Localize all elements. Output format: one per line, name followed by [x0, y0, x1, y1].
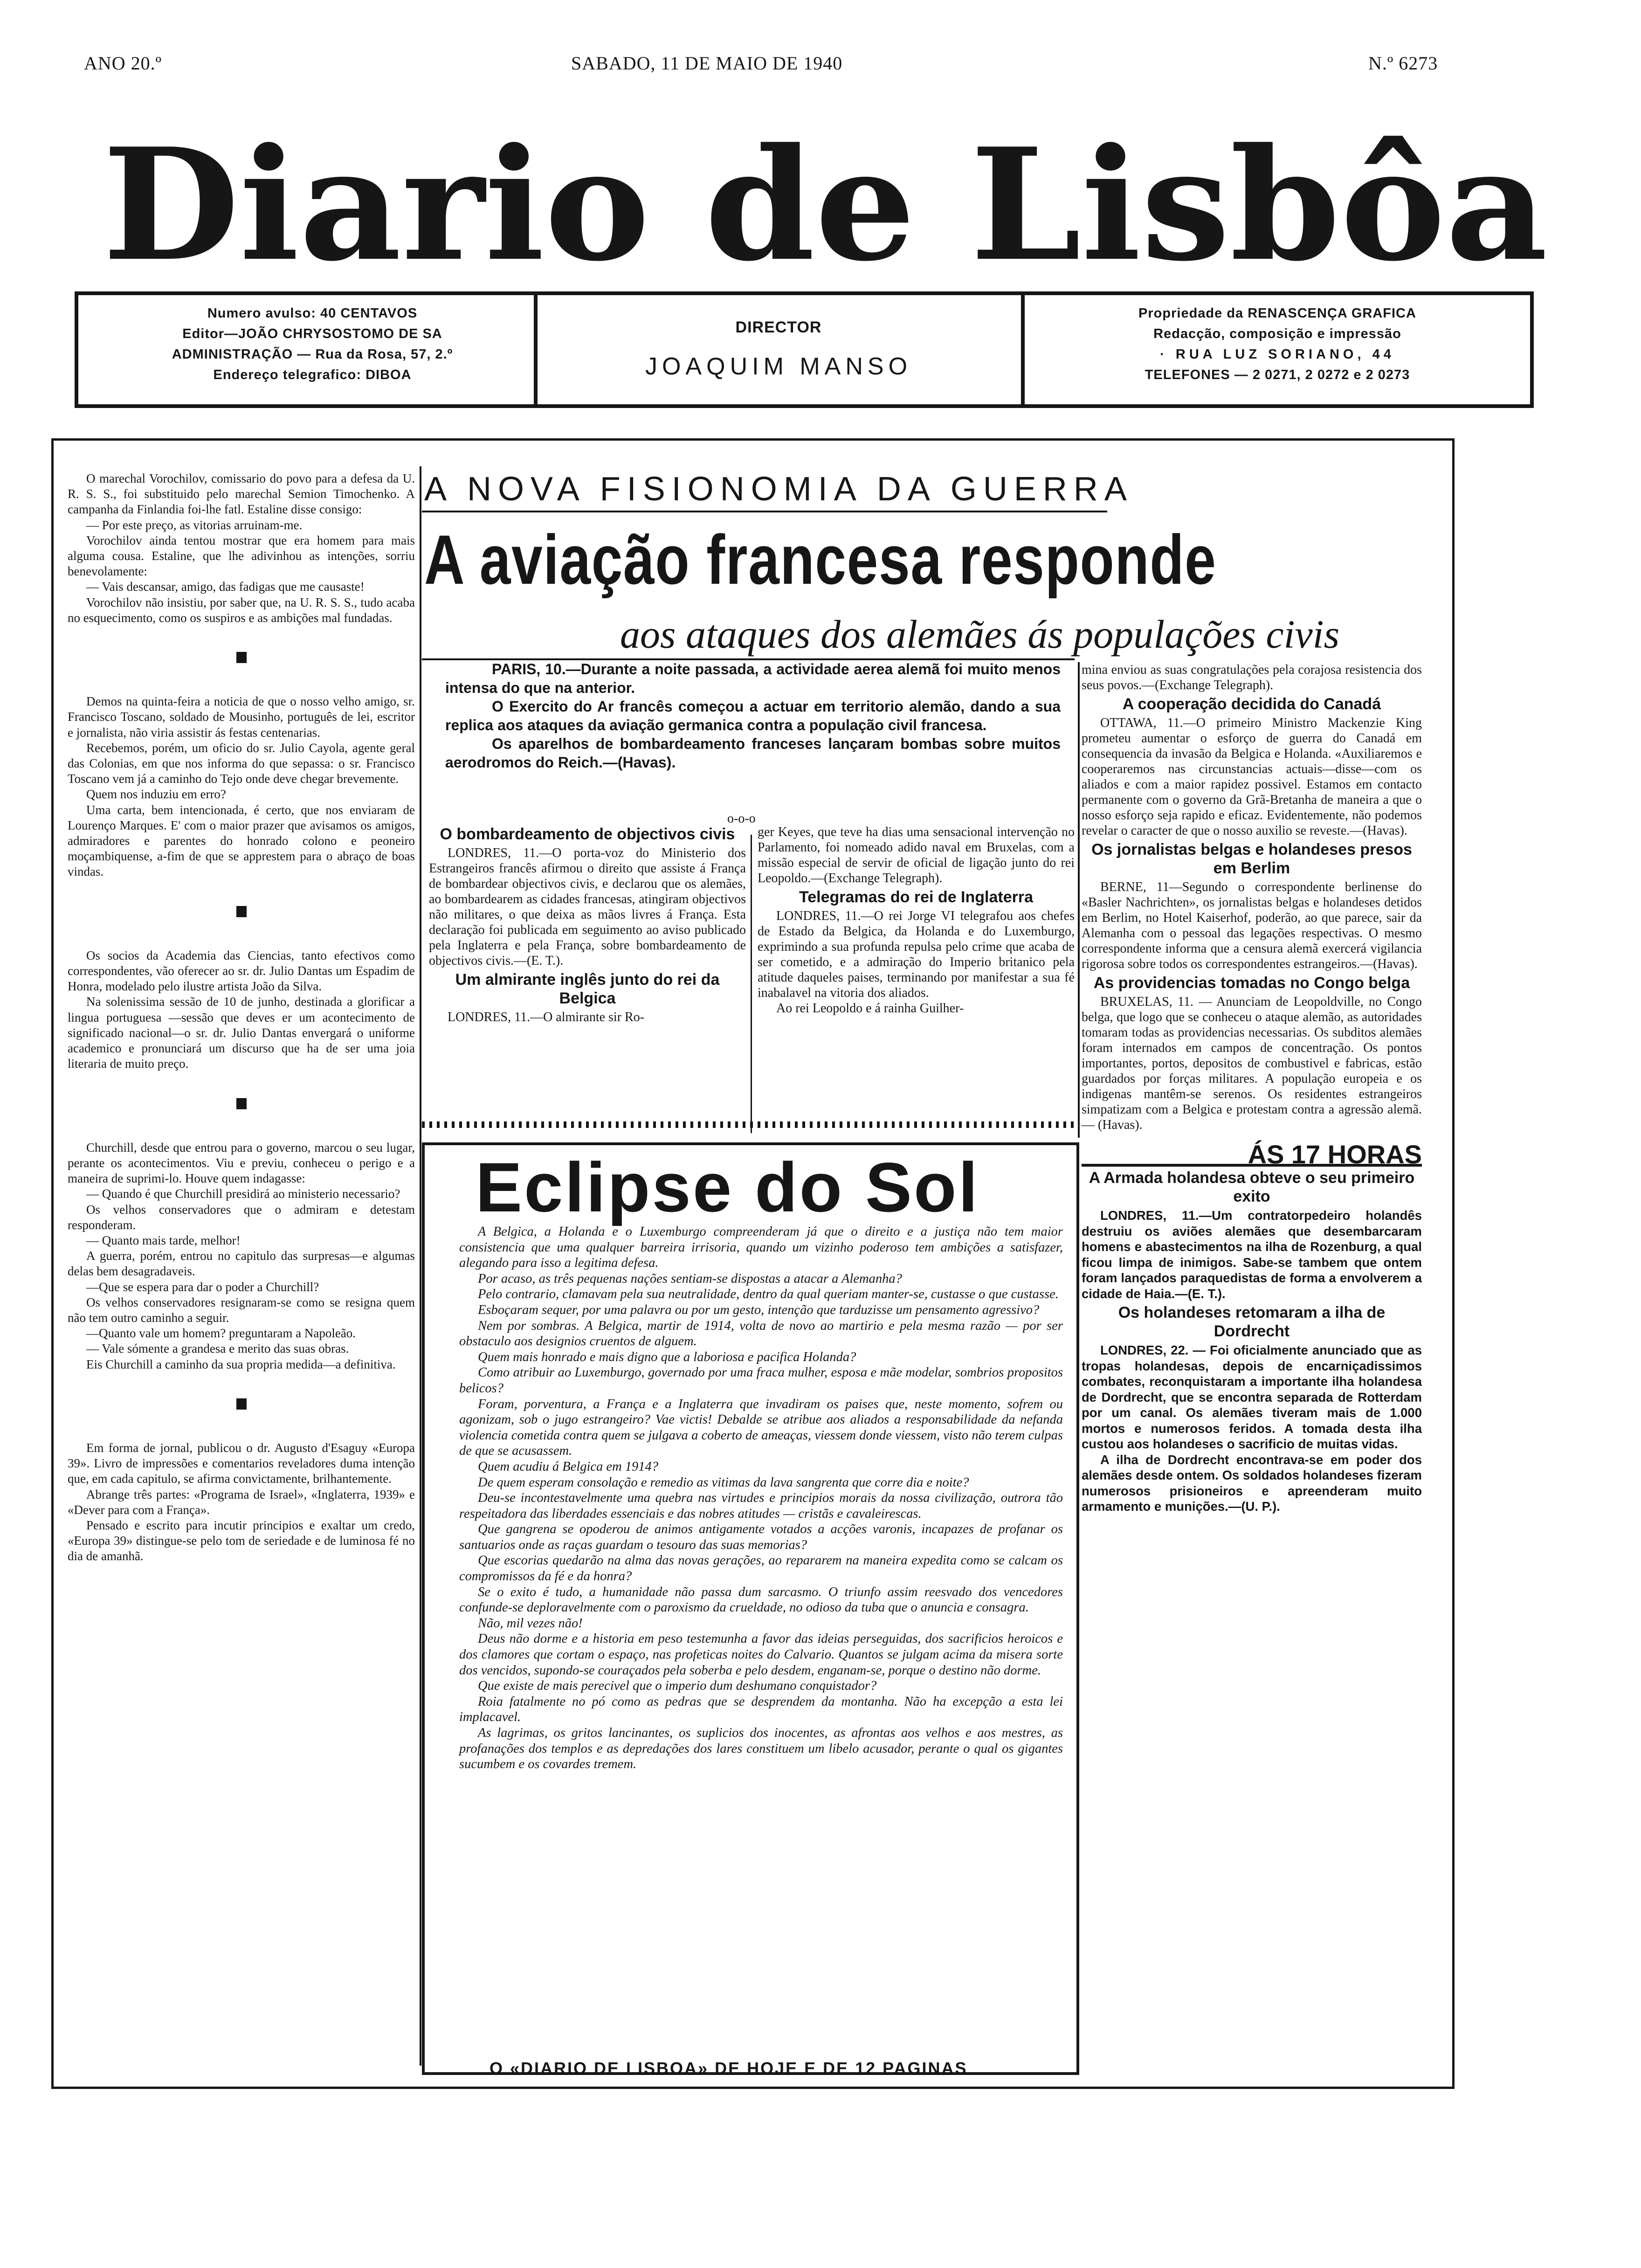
paragraph: Deu-se incontestavelmente uma quebra nas virtudes e principios morais da nossa civilização, outrora tão respeitadora das liberdades essenciais e das nobres atitudes — cristãs e cavaleirescas. — [459, 1491, 1063, 1521]
paragraph: Em forma de jornal, publicou o dr. Augusto d'Esaguy «Europa 39». Livro de impressões e comentarios reveladores duma intenção que, em cada capitulo, se afirma convictamente, brilhantemente. — [68, 1440, 415, 1486]
info-editor: Editor—JOÃO CHRYSOSTOMO DE SA — [182, 326, 442, 341]
right-column-rule — [1078, 662, 1080, 1138]
paragraph: O marechal Vorochilov, comissario do povo para a defesa da U. R. S. S., foi substituido pelo marechal Semion Timochenko. A campanha da Finlandia foi-lhe fatl. Estaline disse consigo: — [68, 471, 415, 517]
issue-number: N.º 6273 — [1368, 53, 1438, 74]
section-separator — [68, 651, 415, 667]
paragraph: Se o exito é tudo, a humanidade não passa dum sarcasmo. O triunfo assim reesvado dos vencedores confunde-se deploravelmente com o paroxismo da crueldade, no odioso da tuba que o anuncia e consagra. — [459, 1584, 1063, 1615]
lead-paragraph: Os aparelhos de bombardeamento franceses lançaram bombas sobre muitos aerodromos do Reich.—(Havas). — [445, 735, 1061, 771]
info-printing: Redacção, composição e impressão — [1153, 326, 1401, 341]
masthead-logo — [93, 119, 1557, 287]
paragraph: Pelo contrario, clamavam pela sua neutralidade, dentro da qual queriam manter-se, custasse o que custasse. — [478, 1287, 1059, 1302]
footer-note: O «DIARIO DE LISBOA» DE HOJE E DE 12 PAGINAS — [490, 2059, 968, 2078]
paragraph: Como atribuir ao Luxemburgo, governado por uma fraca mulher, esposa e mãe modelar, sombrios propositos belicos? — [459, 1365, 1063, 1396]
paragraph: mina enviou as suas congratulações pela corajosa resistencia dos seus povos.—(Exchange Telegraph). — [1082, 663, 1422, 692]
director-name: JOAQUIM MANSO — [645, 353, 912, 380]
paragraph: Na solenissima sessão de 10 de junho, destinada a glorificar a lingua portuguesa —sessão que deves er um acontecimento de significado nacional—o sr. dr. Julio Dantas envergará o uniforme academico e pronunciará um discurso que ha de ser uma joia literaria de muito preço. — [68, 995, 415, 1071]
paragraph: Vorochilov ainda tentou mostrar que era homem para mais alguma cousa. Estaline, que lhe adivinhou as intenções, sorriu benevolamente: — [68, 533, 415, 579]
kicker-rule — [422, 511, 1107, 512]
paragraph: — Quando é que Churchill presidirá ao ministerio necessario? — [86, 1187, 400, 1201]
paragraph: Esboçaram sequer, por uma palavra ou por um gesto, intenção que tarduzisse um pensamento agressivo? — [478, 1302, 1040, 1317]
info-street: · RUA LUZ SORIANO, 44 — [1160, 347, 1395, 362]
paragraph: Foram, porventura, a França e a Inglaterra que invadiram os paises que, neste momento, sofrem ou agonizam, sob o jugo estrangeiro? Vae victis! Debalde se atribue aos aliados a responsabilidade da nefanda violencia cometida contra quem se julgava a coberto de ameaças, viessem donde viessem, visto não terem culpas de que se acusassem. — [459, 1397, 1063, 1459]
headline-kicker: A NOVA FISIONOMIA DA GUERRA — [424, 470, 1133, 508]
article-heading: Um almirante inglês junto do rei da Belgica — [455, 971, 720, 1007]
info-address: ADMINISTRAÇÃO — Rua da Rosa, 57, 2.º — [172, 347, 453, 362]
paragraph: Roia fatalmente no pó como as pedras que se desprendem da montanha. Não ha excepção a esta lei implacavel. — [459, 1694, 1063, 1725]
paragraph: Uma carta, bem intencionada, é certo, que nos enviaram de Lourenço Marques. E' com o maior prazer que avisamos os amigos, admiradores e parentes do honrado colono e peoneiro moçambiquense, a-fim de que se apprestem para o abraço de boas vindas. — [68, 802, 415, 879]
paragraph: — Vale sómente a grandesa e merito das suas obras. — [86, 1341, 349, 1356]
article-heading: O bombardeamento de objectivos civis — [440, 825, 735, 843]
info-admin — [103, 303, 522, 385]
paragraph: Ao rei Leopoldo e á rainha Guilher- — [776, 1001, 964, 1016]
paragraph: Que gangrena se opoderou de animos antigamente votados a acções varonis, incapazes de profanar os santuarios onde as raças guardam o tesouro das suas memorias? — [459, 1522, 1063, 1552]
paragraph: —Quanto vale um homem? preguntaram a Napoleão. — [86, 1326, 356, 1341]
paragraph: — Por este preço, as vitorias arruinam-me. — [86, 518, 303, 532]
left-section-vorochilov — [68, 471, 415, 626]
paragraph: Quem acudiu á Belgica em 1914? — [478, 1459, 659, 1474]
left-section-academia — [68, 948, 415, 1072]
info-director — [541, 317, 1016, 380]
paragraph: Os velhos conservadores que o admiram e detestam responderam. — [68, 1202, 415, 1232]
center-column-rule — [751, 835, 752, 1133]
dotted-rule — [422, 1121, 1077, 1128]
paragraph: LONDRES, 11.—O almirante sir Ro- — [448, 1010, 645, 1024]
left-section-churchill — [68, 1140, 415, 1372]
article-heading: As providencias tomadas no Congo belga — [1093, 974, 1410, 992]
paragraph: A ilha de Dordrecht encontrava-se em poder dos alemães desde ontem. Os soldados holandeses fizeram numerosos prisioneiros e apreenderam muito armamento e munições.—(U. P.). — [1082, 1452, 1422, 1514]
left-section-toscano — [68, 694, 415, 879]
paragraph: Não, mil vezes não! — [478, 1616, 583, 1631]
section-separator — [68, 1098, 415, 1113]
paragraph: LONDRES, 22. — Foi oficialmente anunciado que as tropas holandesas, depois de encarniçadissimos combates, reconquistaram a importante ilha holandesa de Dordrecht, que se encontra separada de Rotterdam por um canal. Os alemães tiveram mais de 1.000 mortos e numerosos feridos. A tomada desta ilha custou aos holandeses o sacrificio de muitas vidas. — [1082, 1343, 1422, 1451]
paragraph: Quem nos induziu em erro? — [86, 787, 226, 802]
article-heading: Telegramas do rei de Inglaterra — [799, 888, 1033, 906]
lead-paragraph: PARIS, 10.—Durante a noite passada, a actividade aerea alemã foi muito menos intensa do que na anterior. — [445, 661, 1061, 696]
paragraph: Nem por sombras. A Belgica, martir de 1914, volta de novo ao martirio e pela mesma razão — por ser obstaculo aos designios cruentos de alguem. — [459, 1318, 1063, 1349]
info-property — [1030, 303, 1524, 385]
issue-date: SABADO, 11 DE MAIO DE 1940 — [571, 53, 843, 74]
paragraph: Os velhos conservadores resignaram-se como se resigna quem não tem outro caminho a seguir. — [68, 1295, 415, 1325]
info-owner: Propriedade da RENASCENÇA GRAFICA — [1138, 306, 1416, 321]
left-column-rule — [420, 466, 421, 2066]
edition-year: ANO 20.º — [84, 53, 162, 74]
section-separator — [68, 1398, 415, 1413]
late-news-dordrecht — [1082, 1342, 1422, 1514]
paragraph: Abrange três partes: «Programa de Israel», «Inglaterra, 1939» e «Dever para com a França». — [68, 1487, 415, 1517]
article-heading: A Armada holandesa obteve o seu primeiro exito — [1089, 1169, 1415, 1205]
right-column — [1082, 662, 1422, 1514]
lead-paragraph: O Exercito do Ar francês começou a actuar em territorio alemão, dando a sua replica aos ataques da aviação germanica contra a população civil francesa. — [445, 698, 1061, 733]
paragraph: Deus não dorme e a historia em peso testemunha a favor das ideias perseguidas, dos sacrificios heroicos e dos clamores que cortam o espaço, nas profeticas noites do Calvario. Quantos se julgam acima da misera sorte dos vencidos, supondo-se couraçados pela soberba e pelo desdem, enganam-se, porque o destino não dorme. — [459, 1632, 1063, 1678]
editorial-text — [459, 1224, 1063, 1772]
paragraph: Churchill, desde que entrou para o governo, marcou o seu lugar, perante os acontecimentos. Viu e previu, conheceu o perigo e a maneira de suprimi-lo. Houve quem indagasse: — [68, 1140, 415, 1186]
director-label: DIRECTOR — [735, 318, 822, 336]
paragraph: A Belgica, a Holanda e o Luxemburgo compreenderam já que o direito e a justiça não tem maior consistencia que uma qualquer barreira irrisoria, quando um vizinho poderoso tem ambições a satisfazer, alegando para isso a legitima defesa. — [459, 1224, 1063, 1271]
paragraph: BERNE, 11—Segundo o correspondente berlinense do «Basler Nachrichten», os jornalistas belgas e holandeses detidos em Berlim, no Hotel Kaiserhof, poderão, ao que parece, sair da Alemanha com o pessoal das legações respectivas. O mesmo correspondente informa que a censura alemã exercerá vigilancia rigorosa sobre todos os correspondentes estrangeiros.—(Havas). — [1082, 880, 1422, 971]
paragraph: Quem mais honrado e mais digno que a laboriosa e pacifica Holanda? — [478, 1349, 856, 1364]
left-column — [68, 471, 415, 1564]
paragraph: Demos na quinta-feira a noticia de que o nosso velho amigo, sr. Francisco Toscano, soldado de Mousinho, português de lei, escritor e jornalista, não viria assistir ás festas centenarias. — [68, 694, 415, 740]
paragraph: ger Keyes, que teve ha dias uma sensacional intervenção no Parlamento, foi nomeado adido naval em Bruxelas, com a missão especial de servir de oficial de ligação junto do rei Leopoldo.—(Exchange Telegraph). — [758, 825, 1075, 885]
paragraph: Eis Churchill a caminho da sua propria medida—a definitiva. — [86, 1357, 396, 1371]
section-separator — [68, 906, 415, 921]
lead-article — [445, 660, 1061, 772]
late-news-banner: ÁS 17 HORAS — [1082, 1147, 1422, 1167]
info-price: Numero avulso: 40 CENTAVOS — [207, 306, 418, 321]
editorial-title: Eclipse do Sol — [476, 1148, 980, 1226]
article-telegramas — [758, 824, 1075, 1016]
left-section-europa39 — [68, 1440, 415, 1564]
sub-headline: aos ataques dos alemães ás populações civis — [620, 612, 1340, 657]
article-heading: A cooperação decidida do Canadá — [1122, 695, 1381, 713]
paragraph: Pensado e escrito para incutir principios e exaltar um credo, «Europa 39» distingue-se pelo tom de seriedade e de luminosa fé no dia de amanhã. — [68, 1518, 415, 1563]
paragraph: Que existe de mais perecivel que o imperio dum deshumano conquistador? — [478, 1679, 877, 1694]
paragraph: — Quanto mais tarde, melhor! — [86, 1233, 241, 1247]
paragraph: —Que se espera para dar o poder a Churchill? — [86, 1279, 319, 1294]
info-bar — [75, 291, 1534, 408]
paragraph: A guerra, porém, entrou no capitulo das surpresas—e algumas delas bem desagradaveis. — [68, 1249, 415, 1279]
paragraph: Que escorias quedarão na alma das novas gerações, ao repararem na maneira expedita como se calcam os compromissos da fé e da honra? — [459, 1553, 1063, 1584]
paragraph: — Vais descansar, amigo, das fadigas que me causaste! — [86, 580, 365, 594]
paragraph: De quem esperam consolação e remedio as vitimas da lava sangrenta que corre dia e noite? — [478, 1475, 969, 1490]
divider-ornament: o-o-o — [727, 811, 756, 826]
paragraph: OTTAWA, 11.—O primeiro Ministro Mackenzie King prometeu aumentar o esforço de guerra do Canadá em consequencia da invasão da Belgica e Holanda. «Auxiliaremos e cooperaremos nas circunstancias actuais—disse—com os aliados e com a maior rapidez possivel. Estamos em contacto permanente com o governo da Grã-Bretanha de maneira a que o nosso esforço seja rapido e eficaz. Evidentemente, não podemos revelar o caracter de que o nosso auxilio se reveste.—(Havas). — [1082, 716, 1422, 838]
paragraph: Os socios da Academia das Ciencias, tanto efectivos como correspondentes, vão oferecer ao sr. dr. Julio Dantas um Espadim de Honra, modelado pelo ilustre artista João da Silva. — [68, 948, 415, 994]
masthead-title: Diario de Lisbôa — [103, 119, 1548, 287]
paragraph: BRUXELAS, 11. — Anunciam de Leopoldville, no Congo belga, que logo que se conheceu o ataque alemão, as autoridades tomaram todas as providencias necessarias. Os subditos alemães foram internados em campos de concentração. Os pontos importantes, portos, depositos de combustivel e fabricas, estão guardados por forças militares. A população europeia e os indigenas mantêm-se serenos. Os residentes estrangeiros simpatizam com a Belgica e protestam contra a agressão alemã. — (Havas). — [1082, 995, 1422, 1132]
paragraph: LONDRES, 11.—O porta-voz do Ministerio dos Estrangeiros francês afirmou o direito que assiste á França de bombardear objectivos civis, e declarou que os alemães, ao bombardearem as cidades francesas, atingiram objectivos não militares, o que deixa as mãos livres á França. Esta declaração foi publicada em seguimento ao aviso publicado pela Inglaterra e pela França, sobre bombardeamento de objectivos civis.—(E. T.). — [429, 846, 746, 968]
paragraph: As lagrimas, os gritos lancinantes, os suplicios dos inocentes, as afrontas aos velhos e aos mestres, as profanações dos templos e as depredações dos lares constituem um libelo acusador, perante o qual os gigantes sucumbem e os covardes tremem. — [459, 1726, 1063, 1772]
paragraph: Por acaso, as três pequenas nações sentiam-se dispostas a atacar a Alemanha? — [478, 1271, 902, 1286]
article-heading: Os holandeses retomaram a ilha de Dordrecht — [1118, 1304, 1386, 1340]
paragraph: Vorochilov não insistiu, por saber que, na U. R. S. S., tudo acaba no esquecimento, como os suspiros e as ambições mal fundadas. — [68, 595, 415, 625]
paragraph: Recebemos, porém, um oficio do sr. Julio Cayola, agente geral das Colonias, em que nos informa do que sepassa: o sr. Francisco Toscano vem já a caminho do Tejo onde deve chegar brevemente. — [68, 740, 415, 786]
article-bombardeamento — [429, 823, 746, 1025]
paragraph: LONDRES, 11.—Um contratorpedeiro holandês destruiu os aviões alemães que desembarcaram homens e abastecimentos na ilha de Rozenburg, a qual ficou limpa de inimigos. Sabe-se tambem que ontem foram lançados paraquedistas de forma a envolverem a cidade de Haia.—(E. T.). — [1082, 1208, 1422, 1301]
main-headline: A aviação francesa responde — [424, 520, 1217, 599]
article-heading: Os jornalistas belgas e holandeses presos em Berlim — [1091, 841, 1412, 877]
paragraph: LONDRES, 11.—O rei Jorge VI telegrafou aos chefes de Estado da Belgica, da Holanda e do Luxemburgo, exprimindo a sua profunda repulsa pelo crime que acaba de ser cometido, e a admiração do Imperio britanico pela atitude daqueles paises, terminando por manifestar a sua fé inabalavel na vitoria dos aliados. — [758, 909, 1075, 1000]
info-phones: TELEFONES — 2 0271, 2 0272 e 2 0273 — [1145, 367, 1410, 382]
info-telegraph: Endereço telegrafico: DIBOA — [213, 367, 412, 382]
late-news-armada — [1082, 1208, 1422, 1301]
